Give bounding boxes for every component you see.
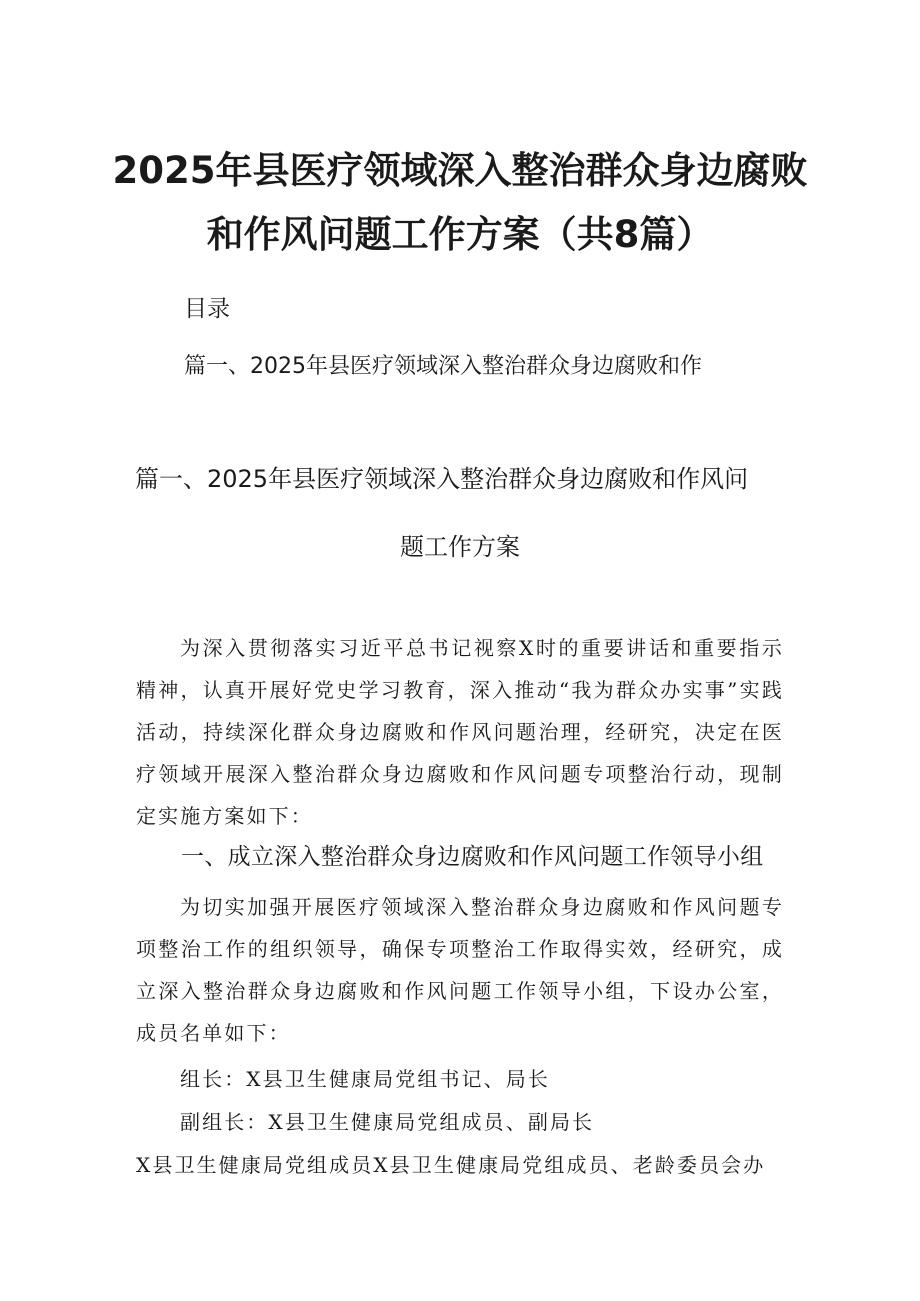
chapter-title-line-1: 篇一、2025年县医疗领域深入整治群众身边腐败和作风问 <box>135 465 749 493</box>
toc-heading: 目录 <box>184 296 230 322</box>
member-leader: 组长：X县卫生健康局党组书记、局长 <box>180 1067 550 1091</box>
intro-paragraph: 为深入贯彻落实习近平总书记视察X时的重要讲话和重要指示精神，认真开展好党史学习教育，深入推动“我为群众办实事”实践活动，持续深化群众身边腐败和作风问题治理，经研究，决定在医疗领域开展深入整治群众身边腐败和作风问题专项整治行动，现制定实施方案如下： <box>136 636 784 828</box>
document-title-line-1: 2025年县医疗领域深入整治群众身边腐败 <box>112 149 808 192</box>
section-1-heading: 一、成立深入整治群众身边腐败和作风问题工作领导小组 <box>181 844 764 870</box>
member-deputy: 副组长：X县卫生健康局党组成员、副局长 <box>180 1110 595 1134</box>
chapter-title-line-2: 题工作方案 <box>400 533 520 561</box>
section-1-paragraph: 为切实加强开展医疗领域深入整治群众身边腐败和作风问题专项整治工作的组织领导，确保专项整治工作取得实效，经研究，成立深入整治群众身边腐败和作风问题工作领导小组，下设办公室，成员名单如下： <box>136 895 784 1045</box>
member-list: X县卫生健康局党组成员X县卫生健康局党组成员、老龄委员会办 <box>136 1153 766 1177</box>
toc-item-1[interactable]: 篇一、2025年县医疗领域深入整治群众身边腐败和作 <box>184 354 702 379</box>
document-title-line-2: 和作风问题工作方案（共8篇） <box>206 213 714 256</box>
